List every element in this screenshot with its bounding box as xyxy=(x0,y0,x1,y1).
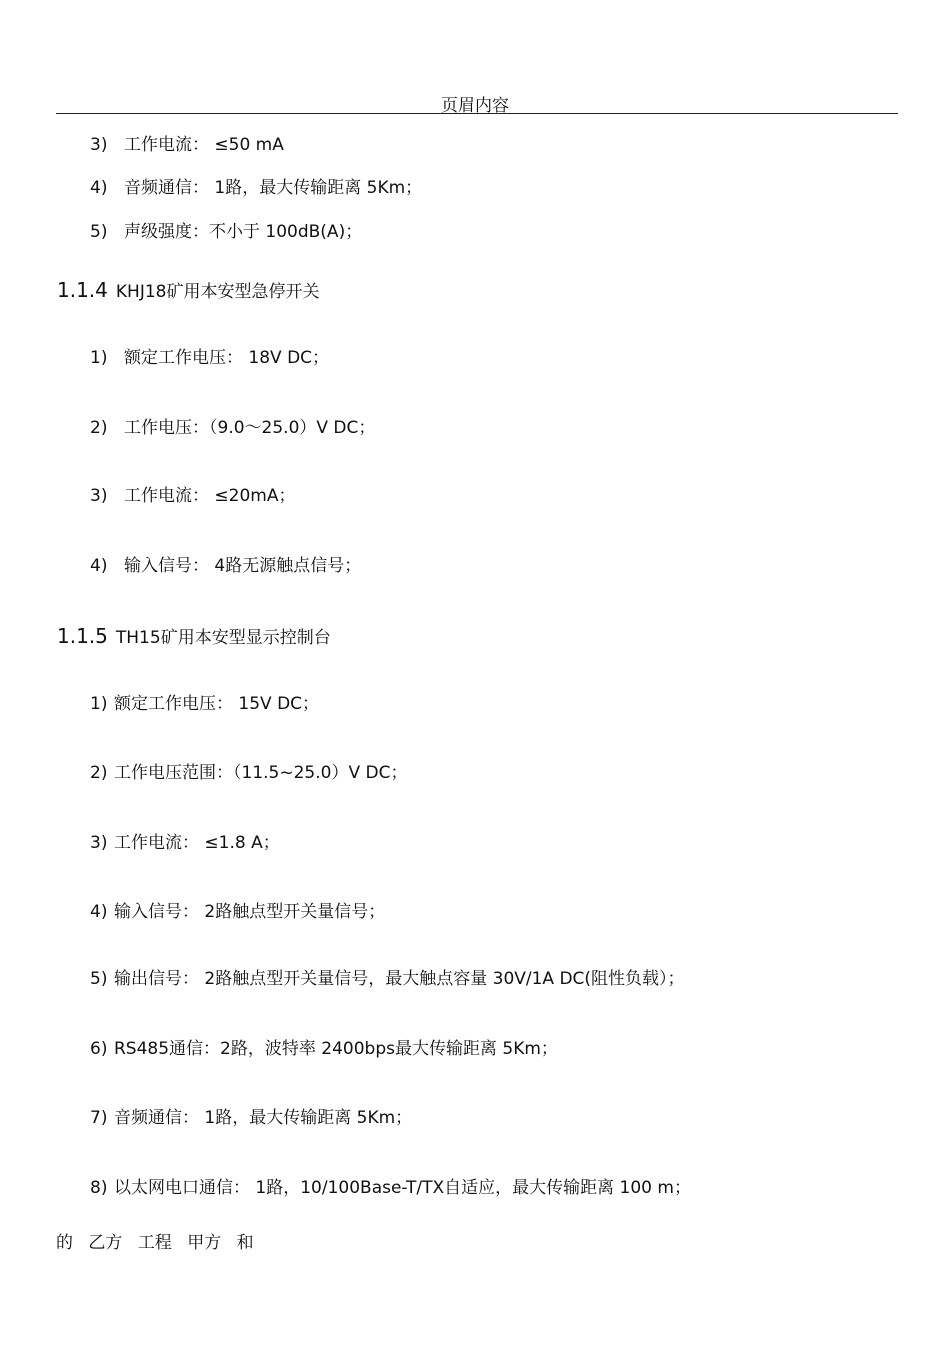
list-item-number: 5) xyxy=(90,969,108,989)
list-item-number: 2) xyxy=(90,418,108,438)
list-item xyxy=(90,1107,412,1129)
section-number: 1.1.5 xyxy=(57,624,108,648)
header-rule xyxy=(56,113,898,114)
list-item-number: 3) xyxy=(90,486,108,506)
list-item-text: 额定工作电压： 15V DC； xyxy=(114,694,320,714)
list-item-text: 工作电压：（9.0～25.0）V DC； xyxy=(124,418,376,438)
list-item-text: 输出信号： 2路触点型开关量信号，最大触点容量 30V/1A DC(阻性负载）； xyxy=(114,969,685,989)
list-item-text: 额定工作电压： 18V DC； xyxy=(124,348,330,368)
list-item-number: 4) xyxy=(90,178,108,198)
list-item-text: 工作电流： ≤20mA； xyxy=(124,486,296,506)
list-item-number: 3) xyxy=(90,833,108,853)
list-item-text: RS485通信：2路，波特率 2400bps最大传输距离 5Km； xyxy=(114,1039,558,1059)
list-item-number: 1) xyxy=(90,348,108,368)
list-item xyxy=(90,1177,691,1199)
list-item-text: 以太网电口通信： 1路，10/100Base-T/TX自适应，最大传输距离 100 m； xyxy=(114,1178,691,1198)
list-item xyxy=(90,347,329,369)
list-item-text: 输入信号： 4路无源触点信号； xyxy=(124,556,362,576)
list-item-number: 4) xyxy=(90,556,108,576)
list-item-number: 3) xyxy=(90,135,108,155)
section-number: 1.1.4 xyxy=(57,278,108,302)
list-item-number: 5) xyxy=(90,222,108,242)
list-item-text: 工作电流： ≤1.8 A； xyxy=(114,833,280,853)
list-item xyxy=(90,901,385,923)
list-item xyxy=(90,693,319,715)
header-text: 页眉内容 xyxy=(441,96,509,116)
list-item-number: 1) xyxy=(90,694,108,714)
section-heading-1-1-5 xyxy=(57,624,331,650)
list-item-number: 2) xyxy=(90,763,108,783)
list-item-text: 声级强度：不小于 100dB(A)； xyxy=(124,222,363,242)
list-item xyxy=(90,417,375,439)
list-item-text: 工作电流： ≤50 mA xyxy=(124,135,284,155)
section-heading-1-1-4 xyxy=(57,278,319,304)
list-item-text: 工作电压范围：（11.5~25.0）V DC； xyxy=(114,763,408,783)
list-item xyxy=(90,832,280,854)
list-item xyxy=(90,177,422,199)
list-item xyxy=(90,968,685,990)
list-item xyxy=(90,485,295,507)
list-item-number: 4) xyxy=(90,902,108,922)
list-item-text: 音频通信： 1路，最大传输距离 5Km； xyxy=(124,178,423,198)
list-item xyxy=(90,762,407,784)
list-item xyxy=(90,1038,558,1060)
footer-fragment: 的 乙方 工程 甲方 和 xyxy=(56,1233,254,1253)
list-item xyxy=(90,555,361,577)
section-title: KHJ18矿用本安型急停开关 xyxy=(115,282,320,302)
list-item-number: 7) xyxy=(90,1108,108,1128)
list-item-text: 输入信号： 2路触点型开关量信号； xyxy=(114,902,386,922)
list-item-text: 音频通信： 1路，最大传输距离 5Km； xyxy=(114,1108,413,1128)
list-item xyxy=(90,221,362,243)
list-item xyxy=(90,134,284,156)
list-item-number: 6) xyxy=(90,1039,108,1059)
list-item-number: 8) xyxy=(90,1178,108,1198)
section-title: TH15矿用本安型显示控制台 xyxy=(115,628,331,648)
